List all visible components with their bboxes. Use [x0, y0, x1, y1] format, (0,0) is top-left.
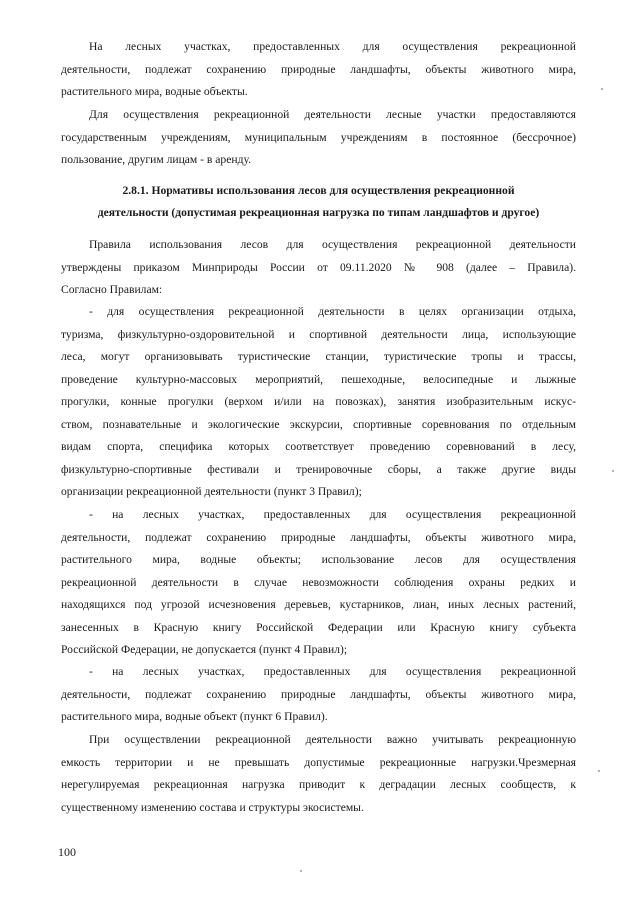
text-line: рекреационной деятельности в случае невозможности соблюдения охраны редких и	[61, 575, 576, 589]
text-line: деятельности, подлежат сохранению природные ландшафты, объекты животного мира,	[61, 530, 576, 544]
text-line: леса, могут организовывать туристические станции, туристические тропы и трассы,	[61, 350, 576, 363]
text-line: существенному изменению состава и структуры экосистемы.	[61, 800, 364, 814]
scan-speck	[598, 770, 600, 772]
scan-speck	[612, 470, 614, 472]
text-line: растительного мира, водные объекты.	[61, 85, 248, 98]
paragraph	[61, 508, 576, 666]
text-line: На лесных участках, предоставленных для осуществления рекреационной	[89, 40, 576, 53]
page-number: 100	[58, 845, 76, 859]
section-heading-line-1: 2.8.1. Нормативы использования лесов для осуществления рекреационной	[122, 184, 515, 197]
text-line: нерегулируемая рекреационная нагрузка приводит к деградации лесных сообществ, к	[61, 778, 576, 791]
text-line: утверждены приказом Минприроды России от 09.11.2020 № 908 (далее – Правила).	[61, 260, 576, 274]
paragraph	[61, 665, 576, 733]
text-line: - на лесных участках, предоставленных для осуществления рекреационной	[89, 508, 576, 521]
text-line: Согласно Правилам:	[61, 283, 163, 296]
text-line: находящихся под угрозой исчезновения деревьев, кустарников, лиан, иных лесных растений,	[61, 598, 576, 611]
text-line: - для осуществления рекреационной деятельности в целях организации отдыха,	[89, 305, 576, 318]
text-line: деятельности, подлежат сохранению природные ландшафты, объекты животного мира,	[61, 62, 576, 76]
text-line: растительного мира, водные объект (пункт 6 Правил).	[61, 710, 328, 723]
paragraph	[61, 305, 576, 508]
text-line: проведение культурно-массовых мероприятий, пешеходные, велосипедные и лыжные	[61, 372, 576, 386]
text-line: занесенных в Красную книгу Российской Федерации или Красную книгу субъекта	[61, 620, 576, 634]
section-heading-line-2: деятельности (допустимая рекреационная нагрузка по типам ландшафтов и другое)	[97, 206, 540, 219]
text-line: Правила использования лесов для осуществления рекреационной деятельности	[89, 238, 576, 251]
paragraph	[61, 108, 576, 176]
paragraph	[61, 733, 576, 823]
text-line: организации рекреационной деятельности (пункт 3 Правил);	[61, 485, 362, 498]
text-line: видам спорта, специфика которых соответствует проведению соревнований в лесу,	[61, 440, 576, 453]
text-line: растительного мира, водные объекты; использование лесов для осуществления	[61, 553, 576, 566]
text-line: емкость территории и не превышать допустимые рекреационные нагрузки.Чрезмерная	[61, 755, 576, 769]
text-line: деятельности, подлежат сохранению природные ландшафты, объекты животного мира,	[61, 687, 576, 701]
text-line: ством, познавательные и экологические экскурсии, спортивные соревнования по отдельным	[61, 417, 576, 431]
text-line: пользование, другим лицам - в аренду.	[61, 153, 252, 166]
scan-speck	[300, 870, 302, 872]
text-line: - на лесных участках, предоставленных для осуществления рекреационной	[89, 665, 576, 678]
paragraph	[61, 40, 576, 108]
text-line: Российской Федерации, не допускается (пункт 4 Правил);	[61, 643, 348, 656]
text-line: физкультурно-спортивные фестивали и тренировочные сборы, а также другие виды	[61, 462, 576, 476]
text-line: государственным учреждениям, муниципальным учреждениям в постоянное (бессрочное)	[61, 130, 576, 144]
text-line: Для осуществления рекреационной деятельности лесные участки предоставляются	[89, 108, 576, 121]
text-line: При осуществлении рекреационной деятельности важно учитывать рекреационную	[89, 733, 576, 746]
text-line: туризма, физкультурно-оздоровительной и спортивной деятельности лица, использующие	[61, 327, 576, 341]
paragraph	[61, 238, 576, 306]
scan-speck	[601, 88, 603, 90]
text-line: прогулки, конные прогулки (верхом и/или на повозках), занятия изобразительным искус-	[61, 395, 576, 408]
